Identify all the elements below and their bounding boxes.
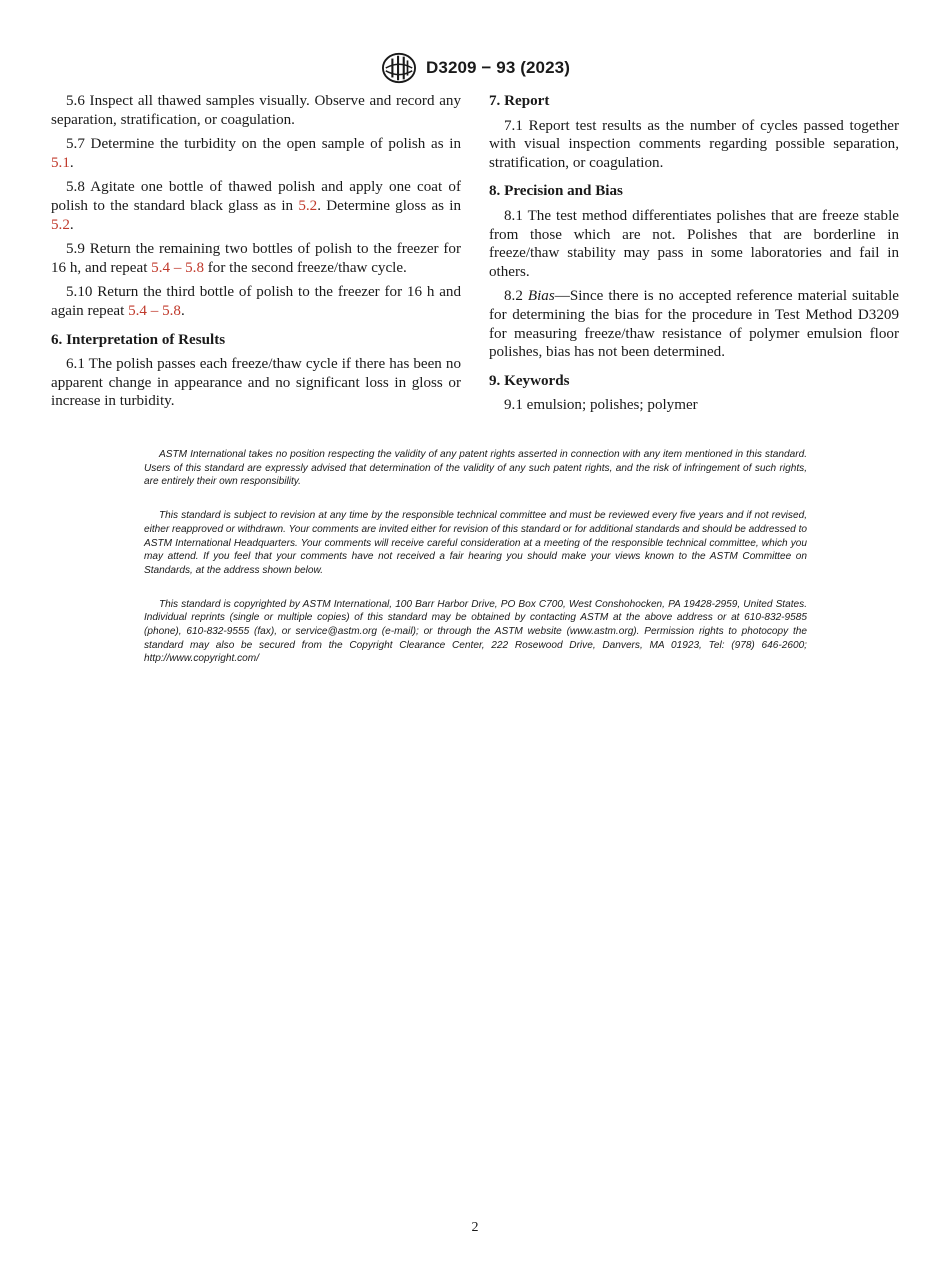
document-designation: D3209 − 93 (2023) <box>426 58 570 77</box>
section-7-heading: 7. Report <box>489 93 550 109</box>
paragraph-5-8-text: 5.8 Agitate one bottle of thawed polish and apply one coat of polish to the standard black glass as in <box>51 179 461 214</box>
paragraph-5-7-text: 5.7 Determine the turbidity on the open sample of polish as in <box>66 136 461 153</box>
paragraph-5-7-end: . <box>69 154 74 171</box>
paragraph-5-10 <box>51 283 461 320</box>
ref-link-5-4-5-8[interactable]: 5.4 – 5.8 <box>151 259 204 276</box>
section-8-heading: 8. Precision and Bias <box>489 183 623 200</box>
bias-term: Bias <box>527 288 555 305</box>
paragraph-9-1: 9.1 emulsion; polishes; polymer <box>504 397 698 414</box>
legal-notices <box>144 448 807 686</box>
paragraph-5-8 <box>51 178 461 234</box>
section-6-heading: 6. Interpretation of Results <box>51 331 226 348</box>
page-number: 2 <box>471 1220 479 1235</box>
paragraph-8-2-text: —Since there is no accepted reference material suitable for determining the bias for the procedure in Test Method D3209 for measuring freeze/thaw resistance of polymer emulsion floor polishes, bias has not been determined. <box>489 288 899 361</box>
left-column <box>51 92 461 417</box>
patent-notice: ASTM International takes no position respecting the validity of any patent rights asserted in connection with any item mentioned in this standard. Users of this standard are expressly advised that determination of the validity of any such patent rights, and the risk of infringement of such rights, are entirely their own responsibility. <box>144 449 807 488</box>
paragraph-5-9-text: 5.9 Return the remaining two bottles of polish to the freezer for 16 h, and repeat <box>51 241 461 276</box>
paragraph-8-2-number: 8.2 <box>504 288 528 305</box>
ref-link-5-4-5-8-second[interactable]: 5.4 – 5.8 <box>128 302 181 319</box>
page-header <box>0 50 950 86</box>
ref-link-5-2-second[interactable]: 5.2 <box>51 216 70 233</box>
paragraph-5-9 <box>51 240 461 277</box>
right-column <box>489 92 899 421</box>
paragraph-5-8-mid: . Determine gloss as in <box>317 197 462 214</box>
copyright-notice: This standard is copyrighted by ASTM International, 100 Barr Harbor Drive, PO Box C700, West Conshohocken, PA 19428-2959, United States. Individual reprints (single or multiple copies) of this standard may be obtained by contacting ASTM at the above address or at 610-832-9585 (phone), 610-832-9555 (fax), or service@astm.org (e-mail); or through the ASTM website (www.astm.org). Permission rights to photocopy the standard may also be secured from the Copyright Clearance Center, 222 Rosewood Drive, Danvers, MA 01923, Tel: (978) 646-2600; http://www.copyright.com/ <box>144 598 807 665</box>
ref-link-5-2[interactable]: 5.2 <box>298 197 318 214</box>
paragraph-6-1: 6.1 The polish passes each freeze/thaw cycle if there has been no apparent change in appearance and no significant loss in gloss or increase in turbidity. <box>51 356 461 410</box>
paragraph-8-2 <box>489 287 899 361</box>
revision-notice: This standard is subject to revision at any time by the responsible technical committee and must be reviewed every five years and if not revised, either reapproved or withdrawn. Your comments are invited either for revision of this standard or for additional standards and should be addressed to ASTM International Headquarters. Your comments will receive careful consideration at a meeting of the responsible technical committee, which you may attend. If you feel that your comments have not received a fair hearing you should make your views known to the ASTM Committee on Standards, at the address shown below. <box>144 510 808 576</box>
paragraph-5-10-text: 5.10 Return the third bottle of polish to the freezer for 16 h and again repeat <box>51 284 461 319</box>
paragraph-5-7 <box>51 135 461 172</box>
paragraph-7-1: 7.1 Report test results as the number of cycles passed together with visual inspection comments regarding possible separation, stratification, or coagulation. <box>489 117 899 171</box>
ref-link-5-1[interactable]: 5.1 <box>51 154 70 171</box>
astm-logo <box>380 51 418 85</box>
paragraph-5-8-end: . <box>69 216 74 233</box>
paragraph-5-6: 5.6 Inspect all thawed samples visually. Observe and record any separation, stratification, or coagulation. <box>51 93 461 128</box>
section-9-heading: 9. Keywords <box>489 372 570 389</box>
paragraph-5-9-end: for the second freeze/thaw cycle. <box>204 259 407 276</box>
paragraph-8-1: 8.1 The test method differentiates polishes that are freeze stable from those which are not. Polishes that are borderline in freeze/thaw stability may pass in some laboratories and fail in others. <box>489 207 899 280</box>
paragraph-5-10-end: . <box>180 302 185 319</box>
